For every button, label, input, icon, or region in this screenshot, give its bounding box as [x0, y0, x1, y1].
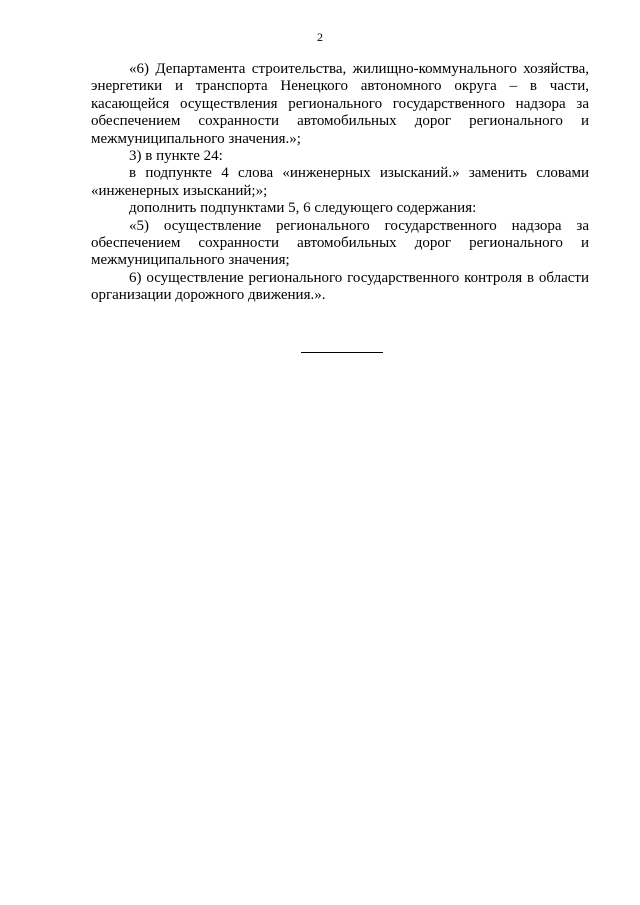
paragraph-subpoint-5: «5) осуществление регионального государственного надзора за обеспечением сохранности автомобильных дорог регионального и межмуниципального значения; — [91, 217, 589, 269]
paragraph-department-6: «6) Департамента строительства, жилищно-коммунального хозяйства, энергетики и транспорта Ненецкого автономного округа – в части, касающейся осуществления регионального государственного надзора за обеспечением сохранности автомобильных дорог регионального и межмуниципального значения.»; — [91, 61, 589, 147]
paragraph-subpoint-6: 6) осуществление регионального государственного контроля в области организации дорожного движения.». — [91, 269, 589, 304]
document-body — [91, 61, 589, 305]
paragraph-subpoint-4: в подпункте 4 слова «инженерных изысканий.» заменить словами «инженерных изысканий;»; — [91, 165, 589, 199]
end-separator-line — [301, 352, 383, 353]
page-number: 2 — [317, 30, 323, 44]
paragraph-add-subpoints: дополнить подпунктами 5, 6 следующего содержания: — [129, 200, 477, 217]
paragraph-point-24: 3) в пункте 24: — [129, 148, 223, 165]
